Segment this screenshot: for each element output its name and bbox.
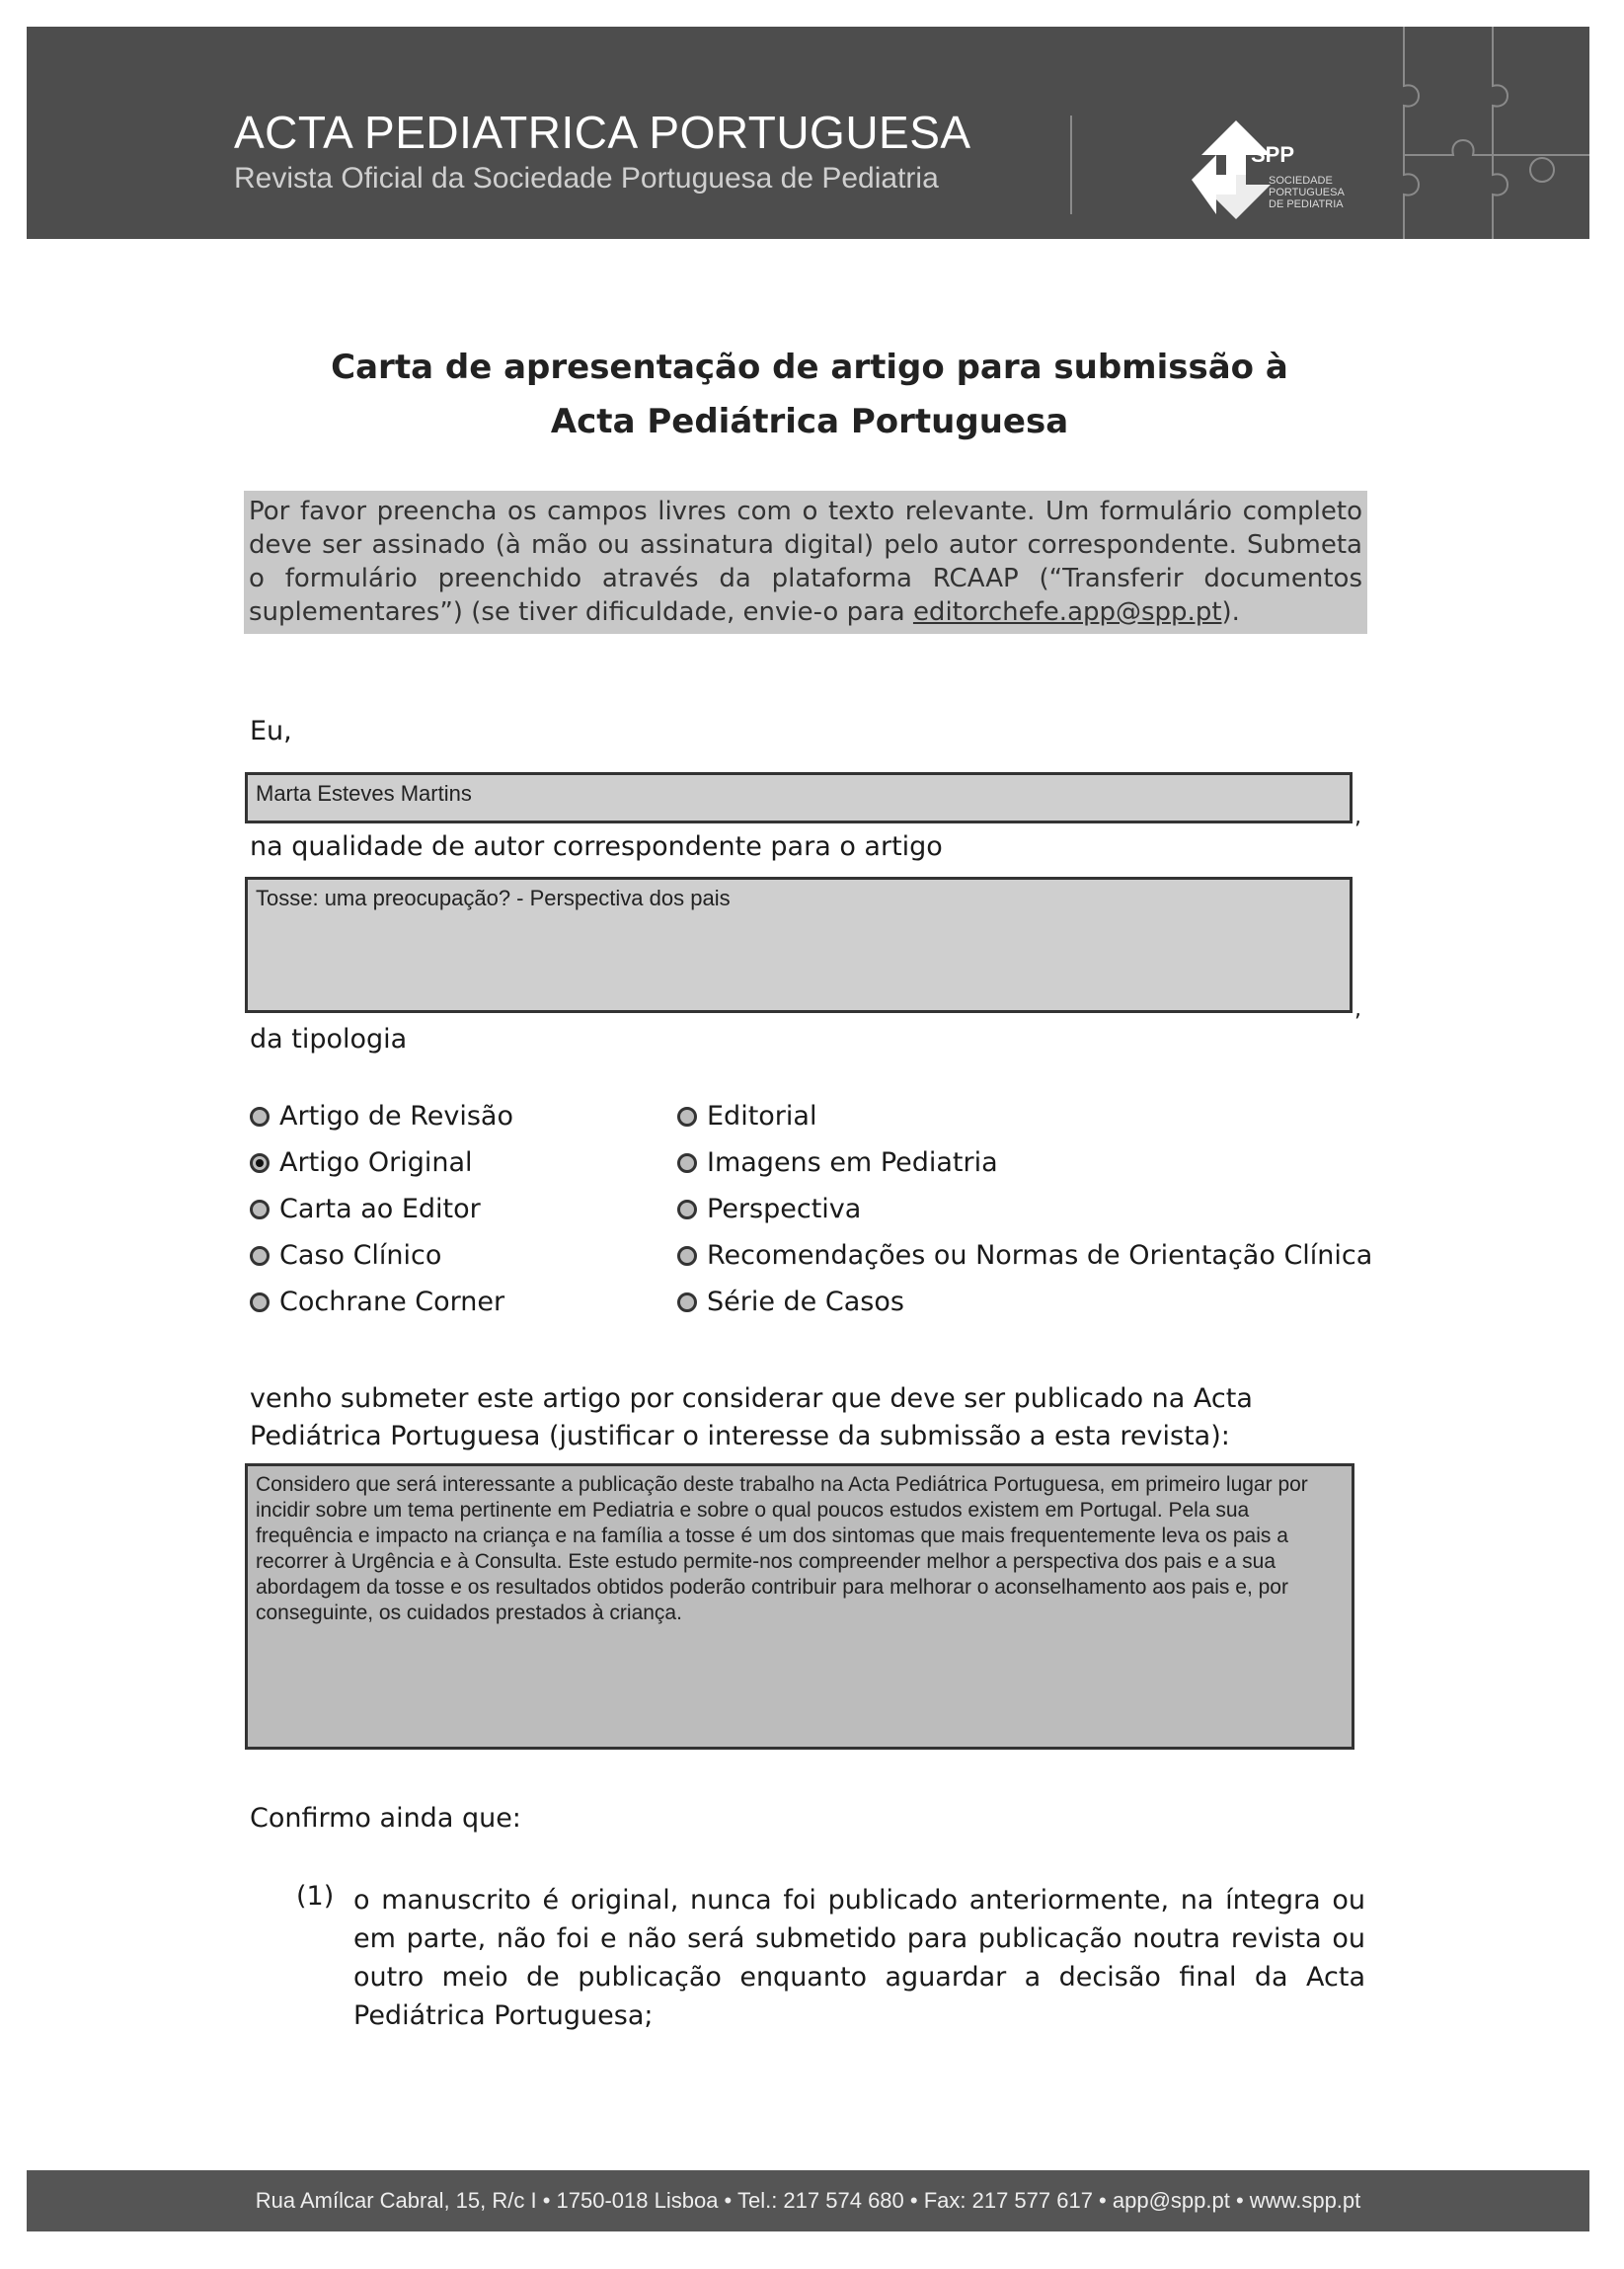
- footer-contact: Rua Amílcar Cabral, 15, R/c I • 1750-018 Lisboa • Tel.: 217 574 680 • Fax: 217 577 617 • app@spp.pt • www.spp.pt: [27, 2170, 1589, 2231]
- document-title-line2: Acta Pediátrica Portuguesa: [550, 402, 1069, 441]
- spp-logo-subtext: SOCIEDADE PORTUGUESA DE PEDIATRIA: [1269, 175, 1345, 210]
- journal-subtitle: Revista Oficial da Sociedade Portuguesa de Pediatria: [234, 162, 939, 195]
- spp-logo-text: SPP: [1251, 142, 1295, 167]
- radio-unchecked-icon[interactable]: [250, 1200, 270, 1219]
- radio-unchecked-icon[interactable]: [677, 1200, 697, 1219]
- document-title: [158, 341, 1461, 449]
- journal-header: [27, 27, 1589, 239]
- typology-option[interactable]: [250, 1147, 473, 1178]
- author-role-label: na qualidade de autor correspondente para o artigo: [250, 831, 943, 862]
- title-comma: ,: [1354, 997, 1361, 1022]
- typology-option-label: Recomendações ou Normas de Orientação Clínica: [707, 1240, 1373, 1271]
- typology-option[interactable]: [677, 1147, 998, 1178]
- notice-text: Por favor preencha os campos livres com o texto relevante. Um formulário completo deve ser assinado (à mão ou assinatura digital) pelo autor correspondente. Submeta o formulário preenchido através da plataforma RCAAP (“Transferir documentos suplementares”) (se tiver dificuldade, envie-o para: [249, 497, 1362, 627]
- justification-field[interactable]: Considero que será interessante a publicação deste trabalho na Acta Pediátrica Portuguesa, em primeiro lugar por incidir sobre um tema pertinente em Pediatria e sobre o qual poucos estudos existem em Portugal. Pela sua frequência e impacto na criança e na família a tosse é um dos sintomas que mais frequentemente leva os pais a recorrer à Urgência e à Consulta. Este estudo permite-nos compreender melhor a perspectiva dos pais e a sua abordagem da tosse e os resultados obtidos poderão contribuir para melhorar o aconselhamento aos pais e, por conseguinte, os cuidados prestados à criança.: [245, 1463, 1354, 1750]
- typology-option[interactable]: [250, 1101, 513, 1132]
- typology-option[interactable]: [677, 1287, 904, 1317]
- radio-unchecked-icon[interactable]: [250, 1292, 270, 1312]
- typology-option[interactable]: [677, 1194, 861, 1224]
- radio-unchecked-icon[interactable]: [677, 1107, 697, 1127]
- article-title-field[interactable]: Tosse: uma preocupação? - Perspectiva dos pais: [245, 877, 1353, 1013]
- radio-unchecked-icon[interactable]: [250, 1246, 270, 1266]
- eu-label: Eu,: [250, 716, 292, 746]
- radio-unchecked-icon[interactable]: [677, 1246, 697, 1266]
- submission-statement: venho submeter este artigo por considerar que deve ser publicado na Acta Pediátrica Portuguesa (justificar o interesse da submissão a esta revista):: [250, 1383, 1253, 1451]
- typology-option-label: Imagens em Pediatria: [707, 1147, 998, 1178]
- item-number: (1): [296, 1881, 335, 1912]
- typology-option[interactable]: [250, 1240, 441, 1271]
- typology-option[interactable]: [250, 1194, 481, 1224]
- radio-unchecked-icon[interactable]: [677, 1292, 697, 1312]
- instructions-notice: [244, 491, 1367, 634]
- typology-label: da tipologia: [250, 1024, 408, 1055]
- typology-option[interactable]: [677, 1240, 1372, 1271]
- radio-unchecked-icon[interactable]: [250, 1107, 270, 1127]
- item-text: o manuscrito é original, nunca foi publicado anteriormente, na íntegra ou em parte, não foi e não será submetido para publicação noutra revista ou outro meio de publicação enquanto aguardar a decisão final da Acta Pediátrica Portuguesa;: [353, 1885, 1365, 2031]
- puzzle-decoration-icon: [1394, 27, 1589, 239]
- journal-title: ACTA PEDIATRICA PORTUGUESA: [234, 107, 971, 158]
- typology-option-label: Série de Casos: [707, 1287, 904, 1317]
- author-name-field[interactable]: Marta Esteves Martins: [245, 772, 1353, 823]
- typology-option-label: Artigo Original: [279, 1147, 473, 1178]
- confirm-label: Confirmo ainda que:: [250, 1803, 521, 1834]
- radio-checked-icon[interactable]: [250, 1153, 270, 1173]
- typology-option-label: Carta ao Editor: [279, 1194, 481, 1224]
- typology-option-label: Caso Clínico: [279, 1240, 442, 1271]
- typology-option[interactable]: [677, 1101, 816, 1132]
- author-comma: ,: [1354, 805, 1361, 829]
- header-divider: [1070, 116, 1072, 214]
- typology-option-label: Cochrane Corner: [279, 1287, 505, 1317]
- document-title-line1: Carta de apresentação de artigo para submissão à: [331, 348, 1288, 387]
- radio-unchecked-icon[interactable]: [677, 1153, 697, 1173]
- notice-end: ).: [1221, 597, 1240, 627]
- editor-email-link[interactable]: editorchefe.app@spp.pt: [912, 597, 1222, 627]
- typology-option-label: Editorial: [707, 1101, 817, 1132]
- typology-option-label: Artigo de Revisão: [279, 1101, 514, 1132]
- typology-option[interactable]: [250, 1287, 504, 1317]
- typology-option-label: Perspectiva: [707, 1194, 862, 1224]
